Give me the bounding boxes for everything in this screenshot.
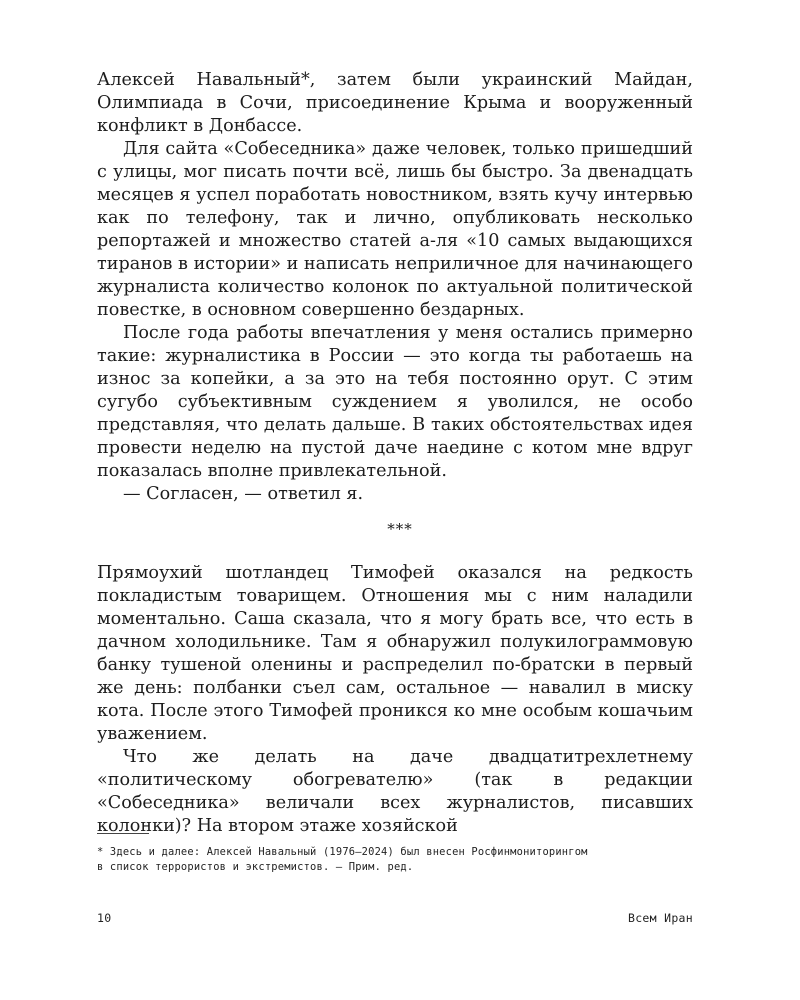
main-text-section-2: [97, 562, 693, 838]
paragraph: Что же делать на даче двадцатитрехлетнему «политическому обогревателю» (так в редакции «Собеседника» величали всех журналистов, писавших колонки)? На втором этаже хозяйской: [97, 747, 693, 836]
paragraph: После года работы впечатления у меня остались примерно такие: журналистика в России — это когда ты работаешь на износ за копейки, а за это на тебя постоянно орут. С этим сугубо субъективным суждением я уволился, не особо представляя, что делать дальше. В таких обстоятельствах идея провести неделю на пустой даче наедине с котом мне вдруг показалась вполне привлекательной.: [97, 323, 693, 481]
dialogue-line: — Согласен, — ответил я.: [123, 484, 364, 504]
footnote-line: в список террористов и экстремистов. — Прим. ред.: [97, 861, 414, 873]
paragraph: Алексей Навальный*, затем были украинский Майдан, Олимпиада в Сочи, присоединение Крыма и вооруженный конфликт в Донбассе.: [97, 70, 693, 136]
footnote-divider: [97, 833, 149, 834]
main-text-section-1: [97, 69, 693, 506]
page-number: 10: [97, 911, 112, 925]
footnote-line: * Здесь и далее: Алексей Навальный (1976–2024) был внесен Росфинмониторингом: [97, 846, 588, 858]
running-title: Всем Иран: [627, 911, 693, 925]
paragraph: Для сайта «Собеседника» даже человек, только пришедший с улицы, мог писать почти всё, лишь бы быстро. За двенадцать месяцев я успел поработать новостником, взять кучу интервью как по телефону, так и лично, опубликовать несколько репортажей и множество статей а-ля «10 самых выдающихся тиранов в истории» и написать неприличное для начинающего журналиста количество колонок по актуальной политической повестке, в основном совершенно бездарных.: [97, 139, 693, 320]
paragraph: Прямоухий шотландец Тимофей оказался на редкость покладистым товарищем. Отношения мы с ним наладили моментально. Саша сказала, что я могу брать все, что есть в дачном холодильнике. Там я обнаружил полукилограммовую банку тушеной оленины и распределил по-братски в первый же день: полбанки съел сам, остальное — навалил в миску кота. После этого Тимофей проникся ко мне особым кошачьим уважением.: [97, 563, 693, 744]
section-separator: ***: [387, 520, 413, 538]
footnote: [97, 845, 697, 875]
